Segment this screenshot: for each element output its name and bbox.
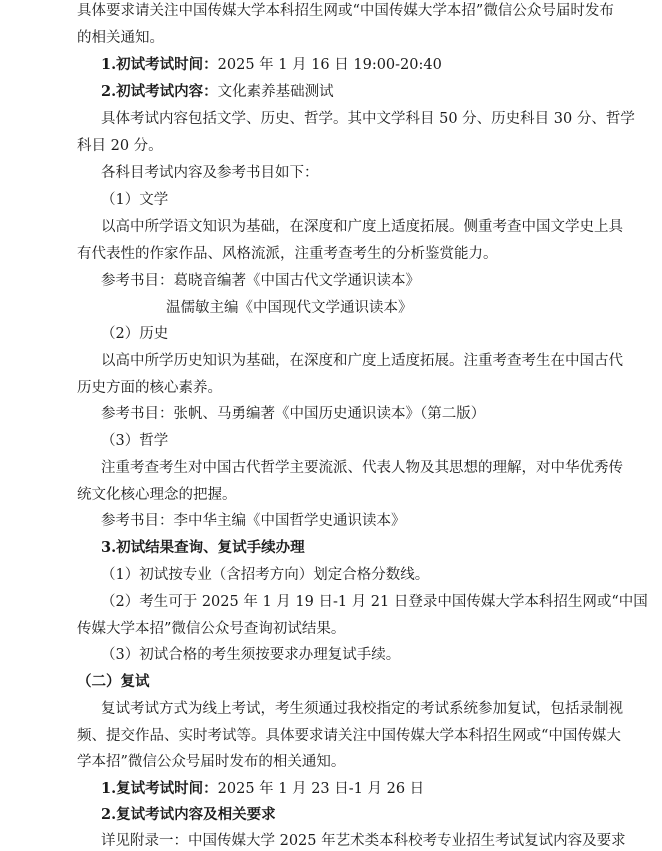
history-heading: （2）历史 bbox=[101, 326, 169, 342]
retest-time-value: 2025 年 1 月 23 日-1 月 26 日 bbox=[217, 781, 425, 797]
appendix-reference: 详见附录一：中国传媒大学 2025 年艺术类本科校考专业招生考试复试内容及要求 bbox=[101, 833, 626, 849]
literature-reference-1: 参考书目：葛晓音编著《中国古代文学通识读本》 bbox=[101, 273, 420, 289]
retest-time-sep: ： bbox=[203, 780, 218, 797]
first-exam-time-label: 1.初试考试时间 bbox=[101, 56, 204, 73]
first-exam-time bbox=[101, 55, 442, 75]
results-item-2-line-1: （2）考生可于 2025 年 1 月 19 日-1 月 21 日登录中国传媒大学本科招生网或“中国 bbox=[101, 594, 648, 610]
results-item-2-line-2: 传媒大学本招”微信公众号查询初试结果。 bbox=[77, 621, 346, 637]
retest-heading: （二）复试 bbox=[77, 673, 150, 690]
retest-line-3: 学本招”微信公众号届时发布的相关通知。 bbox=[77, 754, 346, 770]
first-exam-time-sep: ： bbox=[203, 56, 218, 73]
literature-line-2: 有代表性的作家作品、风格流派，注重考查考生的分析鉴赏能力。 bbox=[77, 246, 498, 262]
scope-line-2: 科目 20 分。 bbox=[77, 138, 163, 154]
intro-line-2: 的相关通知。 bbox=[77, 30, 164, 46]
subjects-intro: 各科目考试内容及参考书目如下： bbox=[101, 165, 319, 181]
results-heading: 3.初试结果查询、复试手续办理 bbox=[101, 539, 305, 556]
literature-line-1: 以高中所学语文知识为基础，在深度和广度上适度拓展。侧重考查中国文学史上具 bbox=[101, 219, 623, 235]
philosophy-line-2: 统文化核心理念的把握。 bbox=[77, 487, 237, 503]
philosophy-heading: （3）哲学 bbox=[101, 433, 169, 449]
first-exam-content bbox=[101, 82, 334, 102]
scope-line-1: 具体考试内容包括文学、历史、哲学。其中文学科目 50 分、历史科目 30 分、哲学 bbox=[101, 111, 635, 127]
retest-line-1: 复试考试方式为线上考试，考生须通过我校指定的考试系统参加复试，包括录制视 bbox=[101, 701, 623, 717]
results-item-3: （3）初试合格的考生须按要求办理复试手续。 bbox=[101, 647, 401, 663]
retest-time-label: 1.复试考试时间 bbox=[101, 780, 204, 797]
history-line-2: 历史方面的核心素养。 bbox=[77, 380, 222, 396]
intro-line-1: 具体要求请关注中国传媒大学本科招生网或“中国传媒大学本招”微信公众号届时发布 bbox=[77, 3, 614, 19]
first-exam-content-label: 2.初试考试内容 bbox=[101, 83, 204, 100]
retest-content-heading: 2.复试考试内容及相关要求 bbox=[101, 806, 276, 823]
history-line-1: 以高中所学历史知识为基础，在深度和广度上适度拓展。注重考查考生在中国古代 bbox=[101, 353, 623, 369]
retest-time bbox=[101, 779, 424, 799]
literature-reference-2: 温儒敏主编《中国现代文学通识读本》 bbox=[166, 300, 413, 316]
first-exam-time-value: 2025 年 1 月 16 日 19:00-20:40 bbox=[217, 57, 442, 73]
results-item-1: （1）初试按专业（含招考方向）划定合格分数线。 bbox=[101, 567, 430, 583]
history-reference: 参考书目：张帆、马勇编著《中国历史通识读本》（第二版） bbox=[101, 406, 486, 422]
first-exam-content-sep: ： bbox=[203, 83, 218, 100]
literature-heading: （1）文学 bbox=[101, 192, 169, 208]
philosophy-reference: 参考书目：李中华主编《中国哲学史通识读本》 bbox=[101, 513, 406, 529]
first-exam-content-value: 文化素养基础测试 bbox=[217, 84, 334, 100]
philosophy-line-1: 注重考查考生对中国古代哲学主要流派、代表人物及其思想的理解，对中华优秀传 bbox=[101, 460, 623, 476]
retest-line-2: 频、提交作品、实时考试等。具体要求请关注中国传媒大学本科招生网或“中国传媒大 bbox=[77, 728, 621, 744]
